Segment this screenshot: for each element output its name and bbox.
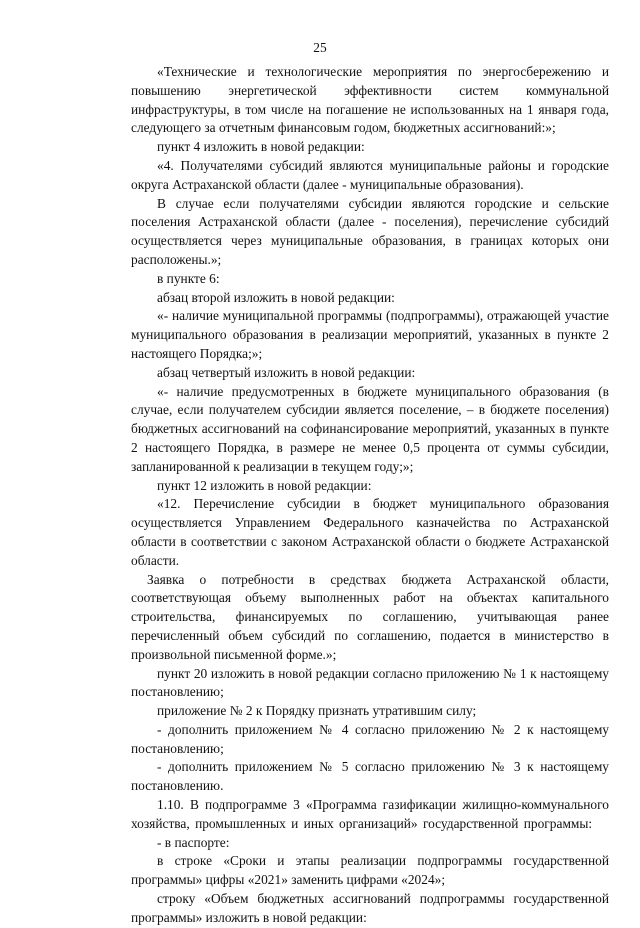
paragraph: в пункте 6:	[157, 270, 220, 286]
page-number: 25	[313, 40, 327, 55]
paragraph: пункт 4 изложить в новой редакции:	[157, 139, 365, 155]
paragraph: в строке «Сроки и этапы реализации подпрограммы государственной программы» цифры «2021» заменить цифрами «2024»;	[131, 853, 609, 888]
paragraph: - дополнить приложением № 5 согласно приложению № 3 к настоящему постановлению.	[131, 759, 609, 794]
paragraph: пункт 12 изложить в новой редакции:	[157, 477, 372, 493]
paragraph: строку «Объем бюджетных ассигнований подпрограммы государственной программы» изложить в новой редакции:	[131, 891, 609, 925]
paragraph: абзац четвертый изложить в новой редакции:	[157, 364, 416, 380]
paragraph: пункт 20 изложить в новой редакции согласно приложению № 1 к настоящему постановлению;	[131, 665, 609, 700]
paragraph: В случае если получателями субсидии являются городские и сельские поселения Астраханской области (далее - поселения), перечисление субсидий осуществляется через муниципальные образования, в границах которых они расположены.»;	[131, 195, 609, 267]
paragraph: Заявка о потребности в средствах бюджета Астраханской области, соответствующая объему выполненных работ на объектах капитального строительства, финансируемых по соглашению, учитывающая ранее перечисленный объем субсидий по соглашению, подается в министерство в произвольной письменной форме.»;	[131, 571, 609, 662]
paragraph: «12. Перечисление субсидии в бюджет муниципального образования осуществляется Управлением Федерального казначейства по Астраханской области в соответствии с законом Астраханской области о бюджете Астраханской области.	[131, 496, 609, 568]
paragraph: «4. Получателями субсидий являются муниципальные районы и городские округа Астраханской области (далее - муниципальные образования).	[131, 157, 609, 192]
paragraph: «- наличие муниципальной программы (подпрограммы), отражающей участие муниципального образования в реализации мероприятий, указанных в пункте 2 настоящего Порядка;»;	[131, 308, 609, 361]
paragraph: абзац второй изложить в новой редакции:	[157, 289, 395, 305]
paragraph: - дополнить приложением № 4 согласно приложению № 2 к настоящему постановлению;	[131, 721, 609, 756]
paragraph: 1.10. В подпрограмме 3 «Программа газификации жилищно-коммунального хозяйства, промышленных и иных организаций» государственной программы:	[131, 797, 609, 831]
paragraph: «- наличие предусмотренных в бюджете муниципального образования (в случае, если получателем субсидии является поселение, – в бюджете поселения) бюджетных ассигнований на софинансирование мероприятий, указанных в пункте 2 настоящего Порядка, в размере не менее 0,5 процента от суммы субсидии, запланированной к реализации в текущем году;»;	[131, 383, 609, 474]
document-body	[131, 63, 609, 928]
paragraph: «Технические и технологические мероприятия по энергосбережению и повышению энергетической эффективности систем коммунальной инфраструктуры, в том числе на погашение не использованных на 1 января года, следующего за отчетным финансовым годом, бюджетных ассигнований:»;	[131, 64, 609, 136]
paragraph: - в паспорте:	[157, 834, 230, 850]
paragraph: приложение № 2 к Порядку признать утратившим силу;	[157, 703, 477, 719]
